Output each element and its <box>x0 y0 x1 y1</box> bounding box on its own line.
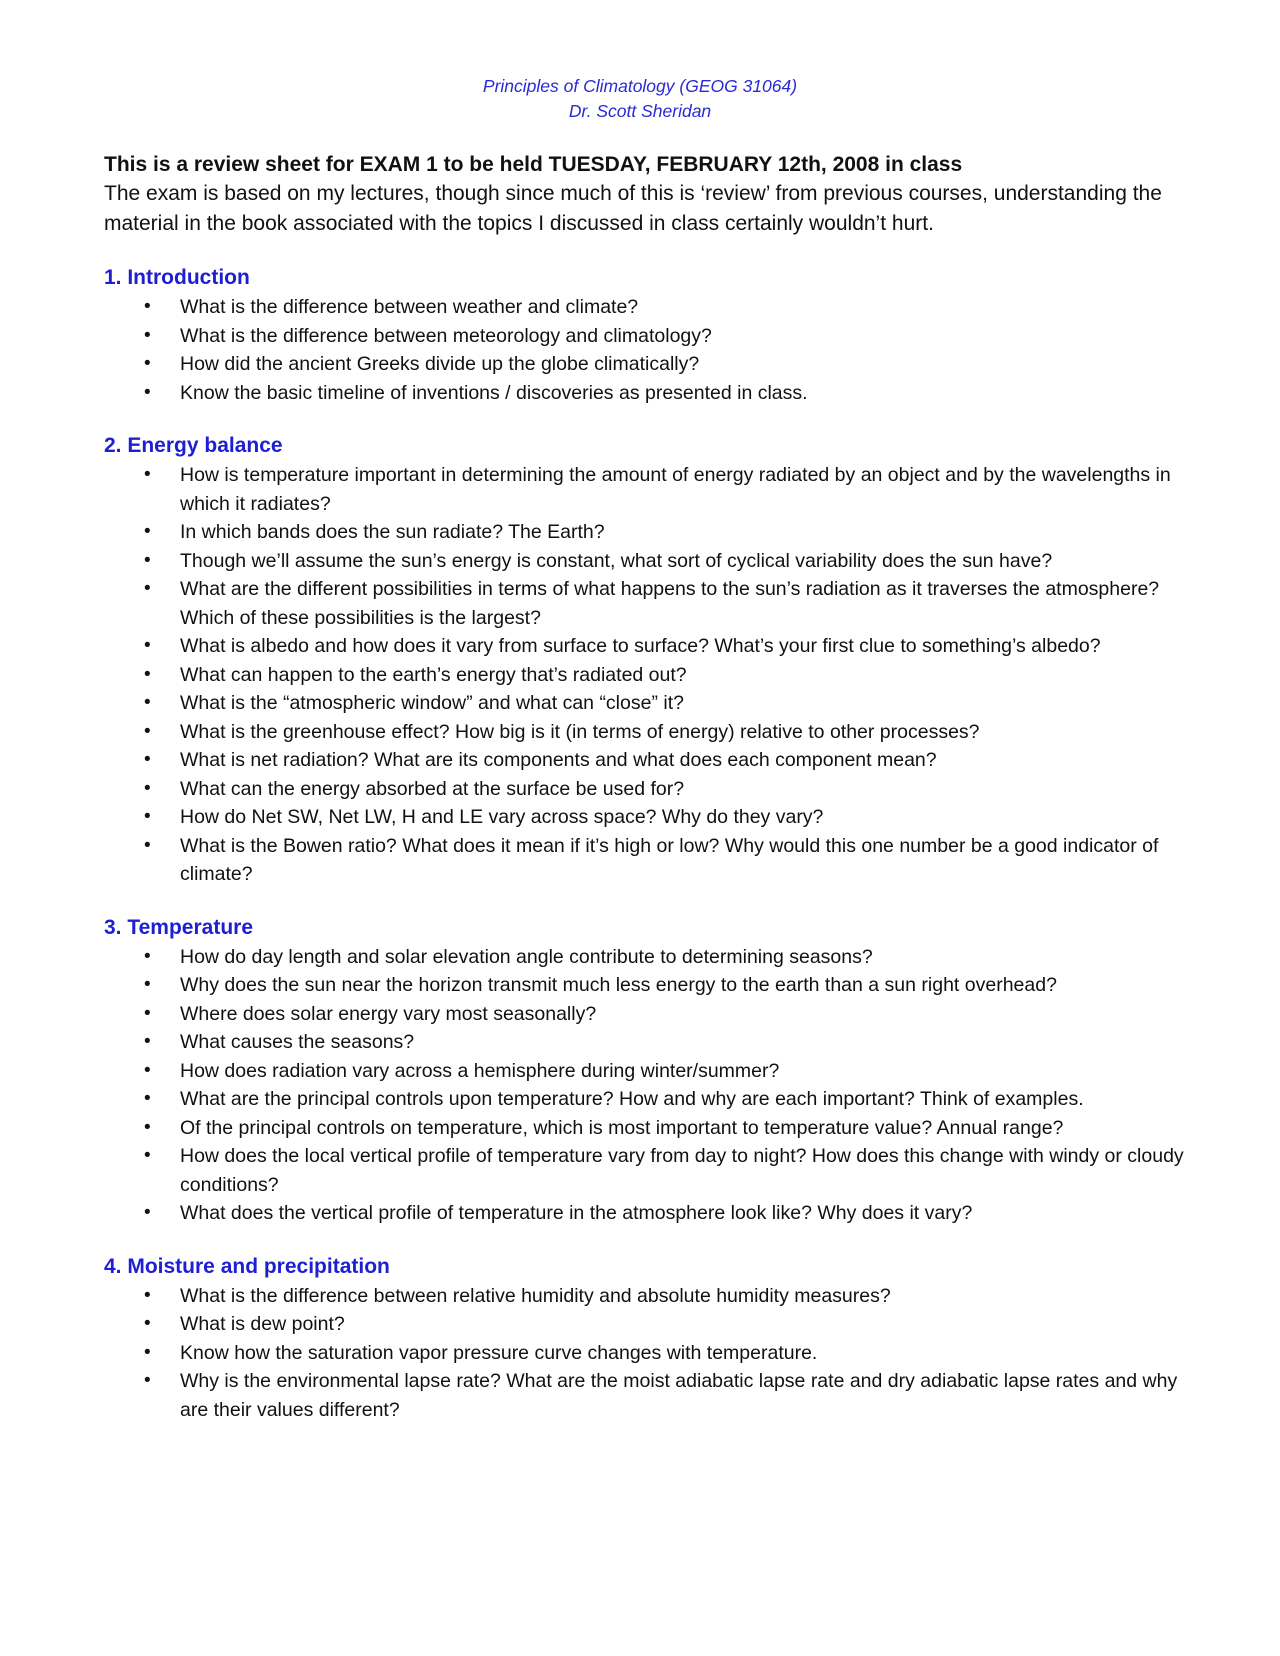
list-item: • What is the “atmospheric window” and what can “close” it? <box>104 689 1184 718</box>
section-heading: 2. Energy balance <box>104 434 283 457</box>
list-item: • Though we’ll assume the sun’s energy is constant, what sort of cyclical variability does the sun have? <box>104 547 1184 576</box>
list-item: • What can happen to the earth’s energy that’s radiated out? <box>104 661 1184 690</box>
intro-paragraph: The exam is based on my lectures, though since much of this is ‘review’ from previous courses, understanding the material in the book associated with the topics I discussed in class certainly wouldn’t hurt. <box>104 182 1162 235</box>
section-heading: 1. Introduction <box>104 266 250 289</box>
bullet-icon: • <box>144 1002 151 1024</box>
bullet-icon: • <box>144 324 151 346</box>
question-list <box>104 293 1184 407</box>
bullet-icon: • <box>144 1313 151 1334</box>
bullet-icon: • <box>144 464 151 485</box>
question-list <box>104 1282 1184 1425</box>
list-item: • What is the Bowen ratio? What does it mean if it’s high or low? Why would this one number be a good indicator of climate? <box>104 832 1184 889</box>
bullet-icon: • <box>144 1031 151 1052</box>
bullet-icon: • <box>144 974 151 995</box>
bullet-icon: • <box>144 353 151 374</box>
bullet-icon: • <box>144 1370 151 1391</box>
list-item: • In which bands does the sun radiate? The Earth? <box>104 518 1184 547</box>
list-item: • Of the principal controls on temperature, which is most important to temperature value? Annual range? <box>104 1114 1184 1143</box>
bullet-icon: • <box>144 945 151 967</box>
list-item: • How do Net SW, Net LW, H and LE vary across space? Why do they vary? <box>104 803 1184 832</box>
bullet-icon: • <box>144 1088 151 1109</box>
list-item: • Why does the sun near the horizon transmit much less energy to the earth than a sun right overhead? <box>104 971 1184 1000</box>
section-heading: 3. Temperature <box>104 915 253 939</box>
list-item: • How does the local vertical profile of temperature vary from day to night? How does this change with windy or cloudy conditions? <box>104 1142 1184 1199</box>
bullet-icon: • <box>144 1341 151 1363</box>
bullet-icon: • <box>144 381 151 403</box>
bullet-icon: • <box>144 749 151 770</box>
list-item: • Know how the saturation vapor pressure curve changes with temperature. <box>104 1339 1184 1368</box>
list-item: • What is the difference between meteorology and climatology? <box>104 322 1184 351</box>
list-item: • What causes the seasons? <box>104 1028 1184 1057</box>
list-item: • What is dew point? <box>104 1310 1184 1339</box>
list-item: • How do day length and solar elevation angle contribute to determining seasons? <box>104 943 1184 972</box>
question-list <box>104 461 1184 889</box>
list-item: • What is the difference between relative humidity and absolute humidity measures? <box>104 1282 1184 1311</box>
bullet-icon: • <box>144 834 151 856</box>
bullet-icon: • <box>144 296 151 317</box>
list-item: • How does radiation vary across a hemisphere during winter/summer? <box>104 1057 1184 1086</box>
bullet-icon: • <box>144 720 151 742</box>
exam-title: This is a review sheet for EXAM 1 to be held TUESDAY, FEBRUARY 12th, 2008 in class <box>104 153 963 176</box>
bullet-icon: • <box>144 1284 151 1306</box>
list-item: • How did the ancient Greeks divide up the globe climatically? <box>104 350 1184 379</box>
bullet-icon: • <box>144 1116 151 1138</box>
list-item: • What does the vertical profile of temperature in the atmosphere look like? Why does it vary? <box>104 1199 1184 1228</box>
list-item: • What is the greenhouse effect? How big is it (in terms of energy) relative to other processes? <box>104 718 1184 747</box>
list-item: • Know the basic timeline of inventions / discoveries as presented in class. <box>104 379 1184 408</box>
list-item: • What is net radiation? What are its components and what does each component mean? <box>104 746 1184 775</box>
bullet-icon: • <box>144 549 151 571</box>
list-item: • What can the energy absorbed at the surface be used for? <box>104 775 1184 804</box>
bullet-icon: • <box>144 578 151 599</box>
section-moisture-precipitation <box>104 1252 1184 1425</box>
document-header <box>0 74 1280 124</box>
section-energy-balance <box>104 431 1184 889</box>
bullet-icon: • <box>144 521 151 542</box>
list-item: • What are the principal controls upon temperature? How and why are each important? Think of examples. <box>104 1085 1184 1114</box>
bullet-icon: • <box>144 806 151 827</box>
bullet-icon: • <box>144 777 151 799</box>
section-introduction <box>104 263 1184 407</box>
list-item: • What are the different possibilities in terms of what happens to the sun’s radiation as it traverses the atmosphere? Which of these possibilities is the largest? <box>104 575 1184 632</box>
bullet-icon: • <box>144 663 151 685</box>
bullet-icon: • <box>144 1202 151 1223</box>
list-item: • What is albedo and how does it vary from surface to surface? What’s your first clue to something’s albedo? <box>104 632 1184 661</box>
list-item: • How is temperature important in determining the amount of energy radiated by an object and by the wavelengths in which it radiates? <box>104 461 1184 518</box>
document-body <box>104 150 1184 1424</box>
section-temperature <box>104 913 1184 1228</box>
instructor-name: Dr. Scott Sheridan <box>568 101 712 121</box>
bullet-icon: • <box>144 692 151 713</box>
list-item: • Why is the environmental lapse rate? What are the moist adiabatic lapse rate and dry adiabatic lapse rates and why are their values different? <box>104 1367 1184 1424</box>
course-title: Principles of Climatology (GEOG 31064) <box>482 76 798 96</box>
bullet-icon: • <box>144 1145 151 1166</box>
section-heading: 4. Moisture and precipitation <box>104 1254 390 1278</box>
list-item: • Where does solar energy vary most seasonally? <box>104 1000 1184 1029</box>
bullet-icon: • <box>144 635 151 656</box>
question-list <box>104 943 1184 1228</box>
bullet-icon: • <box>144 1059 151 1081</box>
list-item: • What is the difference between weather and climate? <box>104 293 1184 322</box>
